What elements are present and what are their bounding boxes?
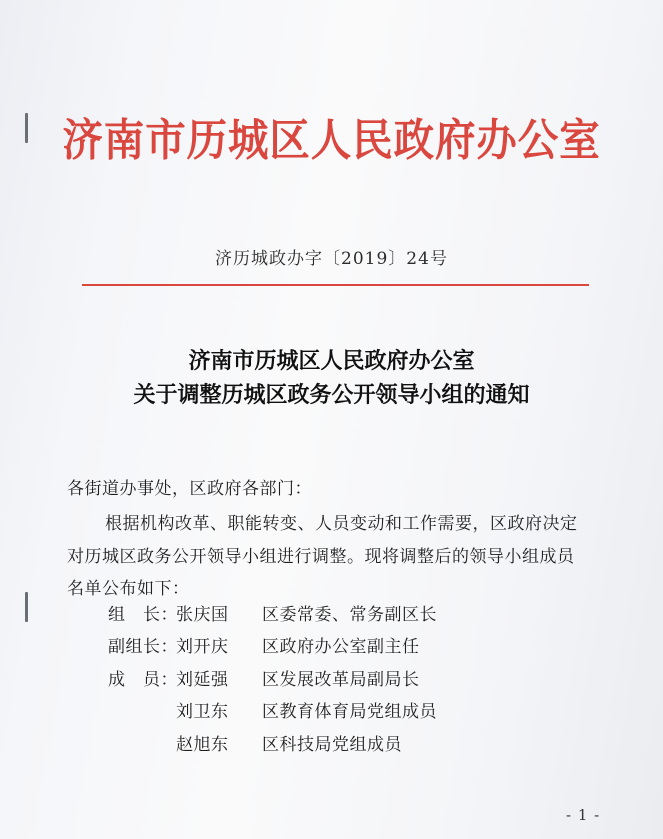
member-name: 赵旭东: [176, 735, 229, 755]
paragraph-line: 名单公布如下：: [67, 579, 190, 599]
member-position: 区委常委、常务副区长: [262, 605, 437, 625]
member-role: 成 员：: [108, 670, 178, 690]
member-row: [0, 730, 663, 756]
letterhead: 济南市历城区人民政府办公室: [62, 115, 601, 166]
paragraph-line: 根据机构改革、职能转变、人员变动和工作需要，区政府决定: [105, 514, 578, 534]
member-name: 刘卫东: [176, 702, 229, 722]
page-number: - 1 -: [566, 806, 601, 824]
member-row: [0, 632, 663, 658]
document-title-line-1: 济南市历城区人民政府办公室: [188, 349, 475, 374]
member-position: 区教育体育局党组成员: [262, 702, 437, 722]
member-position: 区政府办公室副主任: [262, 637, 420, 657]
member-name: 刘延强: [176, 670, 229, 690]
member-row: [0, 600, 663, 626]
document-title-line-2: 关于调整历城区政务公开领导小组的通知: [133, 383, 530, 408]
member-position: 区科技局党组成员: [262, 735, 402, 755]
member-role: 副组长：: [108, 637, 178, 657]
salutation: 各街道办事处，区政府各部门：: [67, 479, 312, 499]
paragraph-line: 对历城区政务公开领导小组进行调整。现将调整后的领导小组成员: [67, 547, 575, 567]
red-divider: [82, 284, 589, 286]
member-name: 张庆国: [176, 605, 229, 625]
member-role: 组 长：: [108, 605, 178, 625]
member-row: [0, 665, 663, 691]
member-row: [0, 697, 663, 723]
member-name: 刘开庆: [176, 637, 229, 657]
document-number: 济历城政办字〔2019〕24号: [215, 249, 448, 269]
member-position: 区发展改革局副局长: [262, 670, 420, 690]
